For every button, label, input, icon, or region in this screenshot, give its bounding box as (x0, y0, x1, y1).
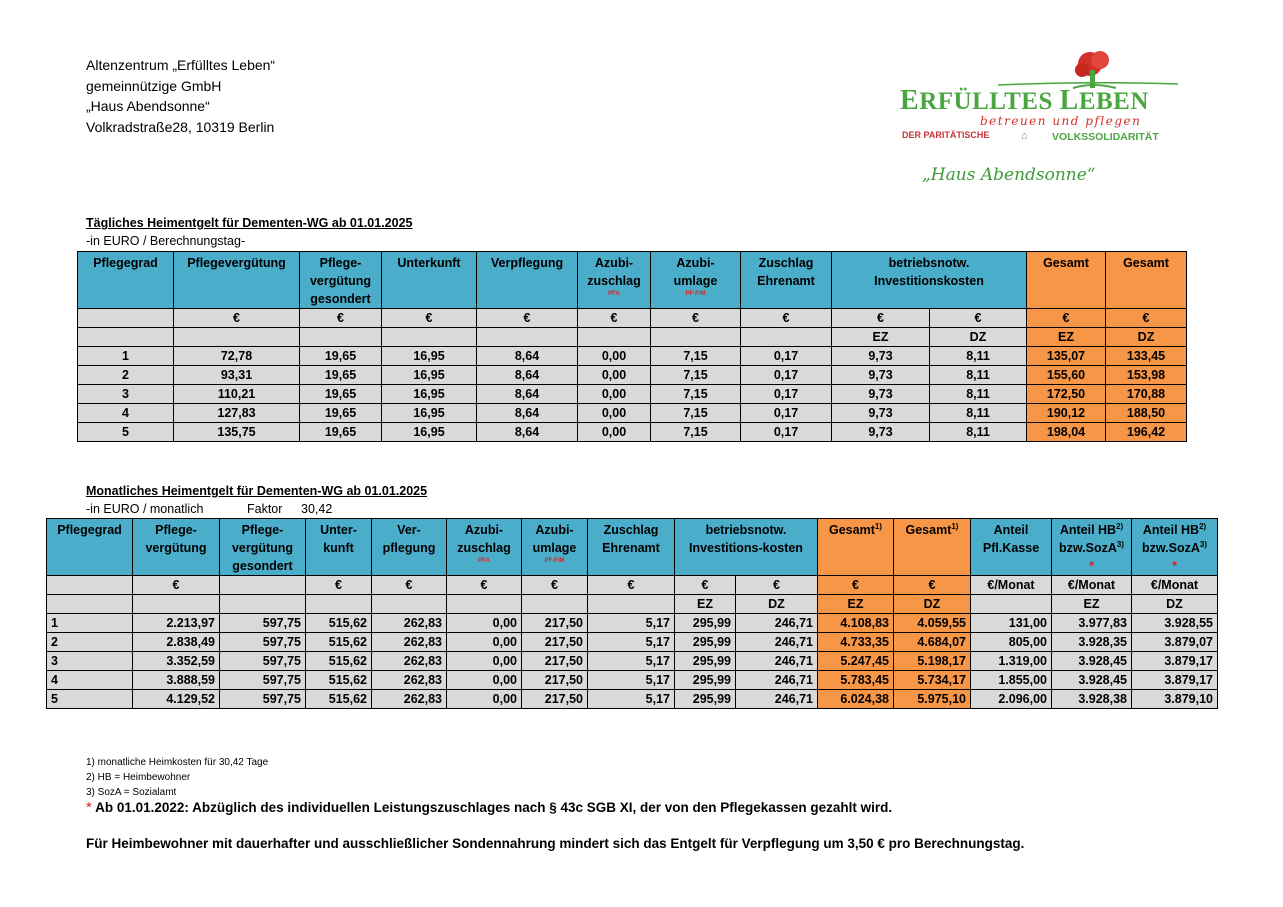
monthly-cell: 515,62 (306, 671, 372, 690)
room-ez: EZ (1027, 328, 1106, 347)
daily-cell: 110,21 (174, 385, 300, 404)
monthly-cell: 2.213,97 (133, 614, 220, 633)
daily-unit-row (78, 309, 1187, 328)
unit-cell: € (588, 576, 675, 595)
header-gesamt-ez: Gesamt (1027, 252, 1106, 309)
header-gesamt-dz: Gesamt$^{1)}$ (894, 519, 971, 576)
footnotes (86, 755, 268, 800)
monthly-cell: 597,75 (220, 652, 306, 671)
monthly-faktor-label: Faktor (247, 502, 283, 516)
room-dz: DZ (894, 595, 971, 614)
monthly-data-row (47, 671, 1218, 690)
daily-cell: 0,17 (741, 347, 832, 366)
monthly-cell: 3.879,17 (1132, 671, 1218, 690)
daily-cell: 8,64 (477, 404, 578, 423)
daily-cell: 0,00 (578, 347, 651, 366)
daily-cell: 7,15 (651, 366, 741, 385)
paritaetische-logo: DER PARITÄTISCHE (902, 130, 990, 140)
monthly-cell: 262,83 (372, 671, 447, 690)
monthly-cell: 1.319,00 (971, 652, 1052, 671)
address-block (86, 55, 275, 137)
monthly-cell: 246,71 (736, 652, 818, 671)
monthly-cell: 4 (47, 671, 133, 690)
room-blank (447, 595, 522, 614)
monthly-cell: 217,50 (522, 633, 588, 652)
daily-cell: 19,65 (300, 366, 382, 385)
star-note-text: Ab 01.01.2022: Abzüglich des individuellen Leistungszuschlages nach § 43c SGB XI, der von den Pflegekassen gezahlt wird. (91, 800, 893, 815)
daily-cell: 8,11 (930, 385, 1027, 404)
header-gesamt-dz: Gesamt (1106, 252, 1187, 309)
monthly-cell: 5,17 (588, 690, 675, 709)
unit-cell: € (675, 576, 736, 595)
header-azubi-umlage: Azubi-umlage PF-F/M (651, 252, 741, 309)
address-line-2: gemeinnützige GmbH (86, 77, 222, 94)
footnote-2: 2) HB = Heimbewohner (86, 772, 191, 783)
daily-cell: 8,64 (477, 347, 578, 366)
monthly-cell: 4.129,52 (133, 690, 220, 709)
monthly-cell: 3.928,38 (1052, 690, 1132, 709)
daily-data-row (78, 404, 1187, 423)
unit-blank (47, 576, 133, 595)
unit-cell: € (651, 309, 741, 328)
monthly-cell: 217,50 (522, 652, 588, 671)
daily-cell: 4 (78, 404, 174, 423)
monthly-cell: 295,99 (675, 633, 736, 652)
unit-cell: € (174, 309, 300, 328)
unit-blank (78, 309, 174, 328)
monthly-cell: 3 (47, 652, 133, 671)
daily-cell: 19,65 (300, 385, 382, 404)
daily-cell: 16,95 (382, 385, 477, 404)
daily-cell: 19,65 (300, 404, 382, 423)
unit-cell: € (447, 576, 522, 595)
address-line-3: „Haus Abendsonne“ (86, 98, 210, 114)
room-blank (306, 595, 372, 614)
monthly-fee-table (46, 518, 1218, 709)
unit-month-cell: €/Monat (1052, 576, 1132, 595)
monthly-cell: 5,17 (588, 671, 675, 690)
monthly-cell: 0,00 (447, 633, 522, 652)
monthly-cell: 246,71 (736, 633, 818, 652)
monthly-cell: 515,62 (306, 652, 372, 671)
monthly-cell: 246,71 (736, 690, 818, 709)
daily-fee-table (77, 251, 1187, 442)
monthly-cell: 217,50 (522, 614, 588, 633)
monthly-cell: 0,00 (447, 690, 522, 709)
monthly-cell: 597,75 (220, 614, 306, 633)
unit-cell: € (522, 576, 588, 595)
header-pv-gesondert: Pflege-vergütung gesondert (220, 519, 306, 576)
monthly-cell: 6.024,38 (818, 690, 894, 709)
daily-cell: 7,15 (651, 404, 741, 423)
daily-header-row (78, 252, 1187, 309)
daily-cell: 9,73 (832, 423, 930, 442)
room-blank (174, 328, 300, 347)
room-dz: DZ (1106, 328, 1187, 347)
room-blank (741, 328, 832, 347)
daily-cell: 16,95 (382, 423, 477, 442)
daily-cell: 0,00 (578, 385, 651, 404)
monthly-cell: 805,00 (971, 633, 1052, 652)
room-blank (522, 595, 588, 614)
monthly-cell: 1.855,00 (971, 671, 1052, 690)
monthly-data-row (47, 652, 1218, 671)
daily-subtitle: -in EURO / Berechnungstag- (86, 234, 246, 248)
daily-cell: 9,73 (832, 404, 930, 423)
monthly-cell: 4.059,55 (894, 614, 971, 633)
header-invest: betriebsnotw. Investitionskosten (832, 252, 1027, 309)
monthly-cell: 3.977,83 (1052, 614, 1132, 633)
daily-cell: 153,98 (1106, 366, 1187, 385)
monthly-cell: 0,00 (447, 652, 522, 671)
star-note (86, 799, 892, 816)
monthly-cell: 515,62 (306, 614, 372, 633)
daily-cell: 19,65 (300, 347, 382, 366)
room-blank (578, 328, 651, 347)
room-blank (372, 595, 447, 614)
unit-cell: € (736, 576, 818, 595)
room-blank (651, 328, 741, 347)
monthly-cell: 5.734,17 (894, 671, 971, 690)
header-ehrenamt: Zuschlag Ehrenamt (588, 519, 675, 576)
daily-cell: 9,73 (832, 366, 930, 385)
monthly-subtitle: -in EURO / monatlich (86, 502, 204, 516)
monthly-cell: 5.783,45 (818, 671, 894, 690)
address-line-4: Volkradstraße28, 10319 Berlin (86, 118, 275, 135)
daily-cell: 0,00 (578, 423, 651, 442)
monthly-cell: 3.928,55 (1132, 614, 1218, 633)
unit-cell: € (894, 576, 971, 595)
monthly-cell: 2.838,49 (133, 633, 220, 652)
header-pflegegrad: Pflegegrad (78, 252, 174, 309)
unit-cell: € (930, 309, 1027, 328)
daily-cell: 0,17 (741, 404, 832, 423)
footnote-1: 1) monatliche Heimkosten für 30,42 Tage (86, 757, 269, 768)
room-dz: DZ (930, 328, 1027, 347)
unit-cell: € (300, 309, 382, 328)
daily-cell: 16,95 (382, 404, 477, 423)
monthly-cell: 4.108,83 (818, 614, 894, 633)
header-azubi-umlage: Azubi-umlage PF-F/M (522, 519, 588, 576)
daily-cell: 172,50 (1027, 385, 1106, 404)
header-invest: betriebsnotw. Investitions-kosten (675, 519, 818, 576)
header-ehrenamt: Zuschlag Ehrenamt (741, 252, 832, 309)
daily-cell: 170,88 (1106, 385, 1187, 404)
monthly-cell: 3.879,07 (1132, 633, 1218, 652)
header-anteil-kasse: Anteil Pfl.Kasse (971, 519, 1052, 576)
header-unterkunft: Unter-kunft (306, 519, 372, 576)
unit-cell: € (578, 309, 651, 328)
room-blank (133, 595, 220, 614)
house-icon: ⌂ (1021, 130, 1028, 142)
logo-haus-abendsonne: „Haus Abendsonne“ (922, 165, 1096, 185)
monthly-cell: 597,75 (220, 690, 306, 709)
monthly-cell: 262,83 (372, 690, 447, 709)
header-azubi-zuschlag: Azubi-zuschlag PFA (447, 519, 522, 576)
monthly-cell: 295,99 (675, 671, 736, 690)
monthly-cell: 4.684,07 (894, 633, 971, 652)
monthly-cell: 262,83 (372, 633, 447, 652)
daily-cell: 7,15 (651, 385, 741, 404)
daily-cell: 188,50 (1106, 404, 1187, 423)
daily-cell: 135,75 (174, 423, 300, 442)
unit-cell: € (372, 576, 447, 595)
daily-cell: 5 (78, 423, 174, 442)
monthly-cell: 246,71 (736, 614, 818, 633)
monthly-cell: 3.928,45 (1052, 652, 1132, 671)
unit-cell: € (382, 309, 477, 328)
monthly-cell: 3.879,17 (1132, 652, 1218, 671)
room-dz: DZ (1132, 595, 1218, 614)
daily-cell: 72,78 (174, 347, 300, 366)
unit-month-cell: €/Monat (971, 576, 1052, 595)
monthly-cell: 3.928,45 (1052, 671, 1132, 690)
daily-data-row (78, 347, 1187, 366)
daily-cell: 155,60 (1027, 366, 1106, 385)
daily-cell: 196,42 (1106, 423, 1187, 442)
monthly-cell: 262,83 (372, 614, 447, 633)
room-blank (588, 595, 675, 614)
header-verpflegung: Verpflegung (477, 252, 578, 309)
daily-cell: 135,07 (1027, 347, 1106, 366)
room-blank (47, 595, 133, 614)
footnote-3: 3) SozA = Sozialamt (86, 787, 177, 798)
monthly-cell: 217,50 (522, 671, 588, 690)
daily-cell: 0,17 (741, 366, 832, 385)
sondennahrung-note: Für Heimbewohner mit dauerhafter und ausschließlicher Sondennahrung mindert sich das Entgelt für Verpflegung um 3,50 € pro Berechnungstag. (86, 836, 1025, 851)
monthly-cell: 0,00 (447, 614, 522, 633)
daily-cell: 8,64 (477, 423, 578, 442)
monthly-data-row (47, 690, 1218, 709)
monthly-cell: 515,62 (306, 633, 372, 652)
daily-cell: 198,04 (1027, 423, 1106, 442)
monthly-cell: 246,71 (736, 671, 818, 690)
header-azubi-zuschlag: Azubi-zuschlag PFA (578, 252, 651, 309)
daily-title: Tägliches Heimentgelt für Dementen-WG ab 01.01.2025 (86, 216, 413, 230)
daily-cell: 8,11 (930, 404, 1027, 423)
room-blank (300, 328, 382, 347)
logo-wordmark: ERFÜLLTES LEBEN (900, 85, 1149, 116)
room-ez: EZ (1052, 595, 1132, 614)
unit-cell: € (306, 576, 372, 595)
unit-month-cell: €/Monat (1132, 576, 1218, 595)
monthly-cell: 295,99 (675, 614, 736, 633)
volkssolidaritaet-logo: VOLKSSOLIDARITÄT (1052, 131, 1159, 143)
room-dz: DZ (736, 595, 818, 614)
header-pv-gesondert: Pflege-vergütung gesondert (300, 252, 382, 309)
header-pflegegrad: Pflegegrad (47, 519, 133, 576)
address-line-1: Altenzentrum „Erfülltes Leben“ (86, 57, 276, 73)
monthly-cell: 597,75 (220, 671, 306, 690)
daily-cell: 93,31 (174, 366, 300, 385)
unit-blank (220, 576, 306, 595)
daily-cell: 8,11 (930, 366, 1027, 385)
monthly-cell: 5,17 (588, 652, 675, 671)
room-ez: EZ (832, 328, 930, 347)
logo-tagline: betreuen und pflegen (980, 114, 1142, 128)
daily-cell: 16,95 (382, 347, 477, 366)
daily-room-row (78, 328, 1187, 347)
monthly-unit-row (47, 576, 1218, 595)
monthly-cell: 2.096,00 (971, 690, 1052, 709)
monthly-title: Monatliches Heimentgelt für Dementen-WG ab 01.01.2025 (86, 484, 428, 498)
monthly-cell: 5 (47, 690, 133, 709)
monthly-cell: 5.247,45 (818, 652, 894, 671)
header-pflegeverguetung: Pflegevergütung (174, 252, 300, 309)
monthly-cell: 131,00 (971, 614, 1052, 633)
unit-cell: € (477, 309, 578, 328)
monthly-cell: 0,00 (447, 671, 522, 690)
unit-cell: € (1106, 309, 1187, 328)
monthly-data-row (47, 633, 1218, 652)
room-ez: EZ (818, 595, 894, 614)
daily-cell: 3 (78, 385, 174, 404)
daily-cell: 1 (78, 347, 174, 366)
daily-cell: 7,15 (651, 347, 741, 366)
daily-cell: 133,45 (1106, 347, 1187, 366)
monthly-cell: 295,99 (675, 652, 736, 671)
monthly-cell: 3.879,10 (1132, 690, 1218, 709)
daily-cell: 8,64 (477, 385, 578, 404)
monthly-cell: 262,83 (372, 652, 447, 671)
room-ez: EZ (675, 595, 736, 614)
room-blank (971, 595, 1052, 614)
monthly-cell: 5.975,10 (894, 690, 971, 709)
monthly-cell: 295,99 (675, 690, 736, 709)
monthly-cell: 3.928,35 (1052, 633, 1132, 652)
asterisk-mark: * (86, 799, 92, 816)
unit-cell: € (818, 576, 894, 595)
daily-data-row (78, 366, 1187, 385)
daily-cell: 16,95 (382, 366, 477, 385)
header-unterkunft: Unterkunft (382, 252, 477, 309)
daily-data-row (78, 423, 1187, 442)
monthly-cell: 515,62 (306, 690, 372, 709)
daily-cell: 9,73 (832, 385, 930, 404)
monthly-header-row (47, 519, 1218, 576)
monthly-cell: 1 (47, 614, 133, 633)
header-pflegeverguetung: Pflege-vergütung (133, 519, 220, 576)
room-blank (220, 595, 306, 614)
unit-cell: € (133, 576, 220, 595)
daily-cell: 0,00 (578, 404, 651, 423)
daily-cell: 127,83 (174, 404, 300, 423)
monthly-cell: 5,17 (588, 633, 675, 652)
unit-cell: € (741, 309, 832, 328)
monthly-cell: 3.888,59 (133, 671, 220, 690)
room-blank (477, 328, 578, 347)
daily-cell: 7,15 (651, 423, 741, 442)
monthly-faktor-value: 30,42 (301, 502, 333, 516)
monthly-cell: 4.733,35 (818, 633, 894, 652)
monthly-cell: 5,17 (588, 614, 675, 633)
header-verpflegung: Ver-pflegung (372, 519, 447, 576)
daily-cell: 8,11 (930, 423, 1027, 442)
header-gesamt-ez: Gesamt$^{1)}$ (818, 519, 894, 576)
daily-cell: 2 (78, 366, 174, 385)
header-anteil-hb-ez: Anteil HB$^{2)}$ bzw.SozA$^{3)}$ * (1052, 519, 1132, 576)
daily-data-row (78, 385, 1187, 404)
unit-cell: € (1027, 309, 1106, 328)
monthly-cell: 217,50 (522, 690, 588, 709)
monthly-cell: 2 (47, 633, 133, 652)
unit-cell: € (832, 309, 930, 328)
room-blank (78, 328, 174, 347)
daily-cell: 9,73 (832, 347, 930, 366)
daily-cell: 8,11 (930, 347, 1027, 366)
header-anteil-hb-dz: Anteil HB$^{2)}$ bzw.SozA$^{3)}$ * (1132, 519, 1218, 576)
monthly-data-row (47, 614, 1218, 633)
daily-cell: 19,65 (300, 423, 382, 442)
daily-cell: 8,64 (477, 366, 578, 385)
daily-cell: 0,00 (578, 366, 651, 385)
daily-cell: 0,17 (741, 385, 832, 404)
daily-cell: 190,12 (1027, 404, 1106, 423)
partner-logos (902, 130, 1159, 143)
daily-cell: 0,17 (741, 423, 832, 442)
monthly-cell: 597,75 (220, 633, 306, 652)
monthly-cell: 3.352,59 (133, 652, 220, 671)
room-blank (382, 328, 477, 347)
company-logo (898, 48, 1183, 198)
monthly-room-row (47, 595, 1218, 614)
monthly-cell: 5.198,17 (894, 652, 971, 671)
